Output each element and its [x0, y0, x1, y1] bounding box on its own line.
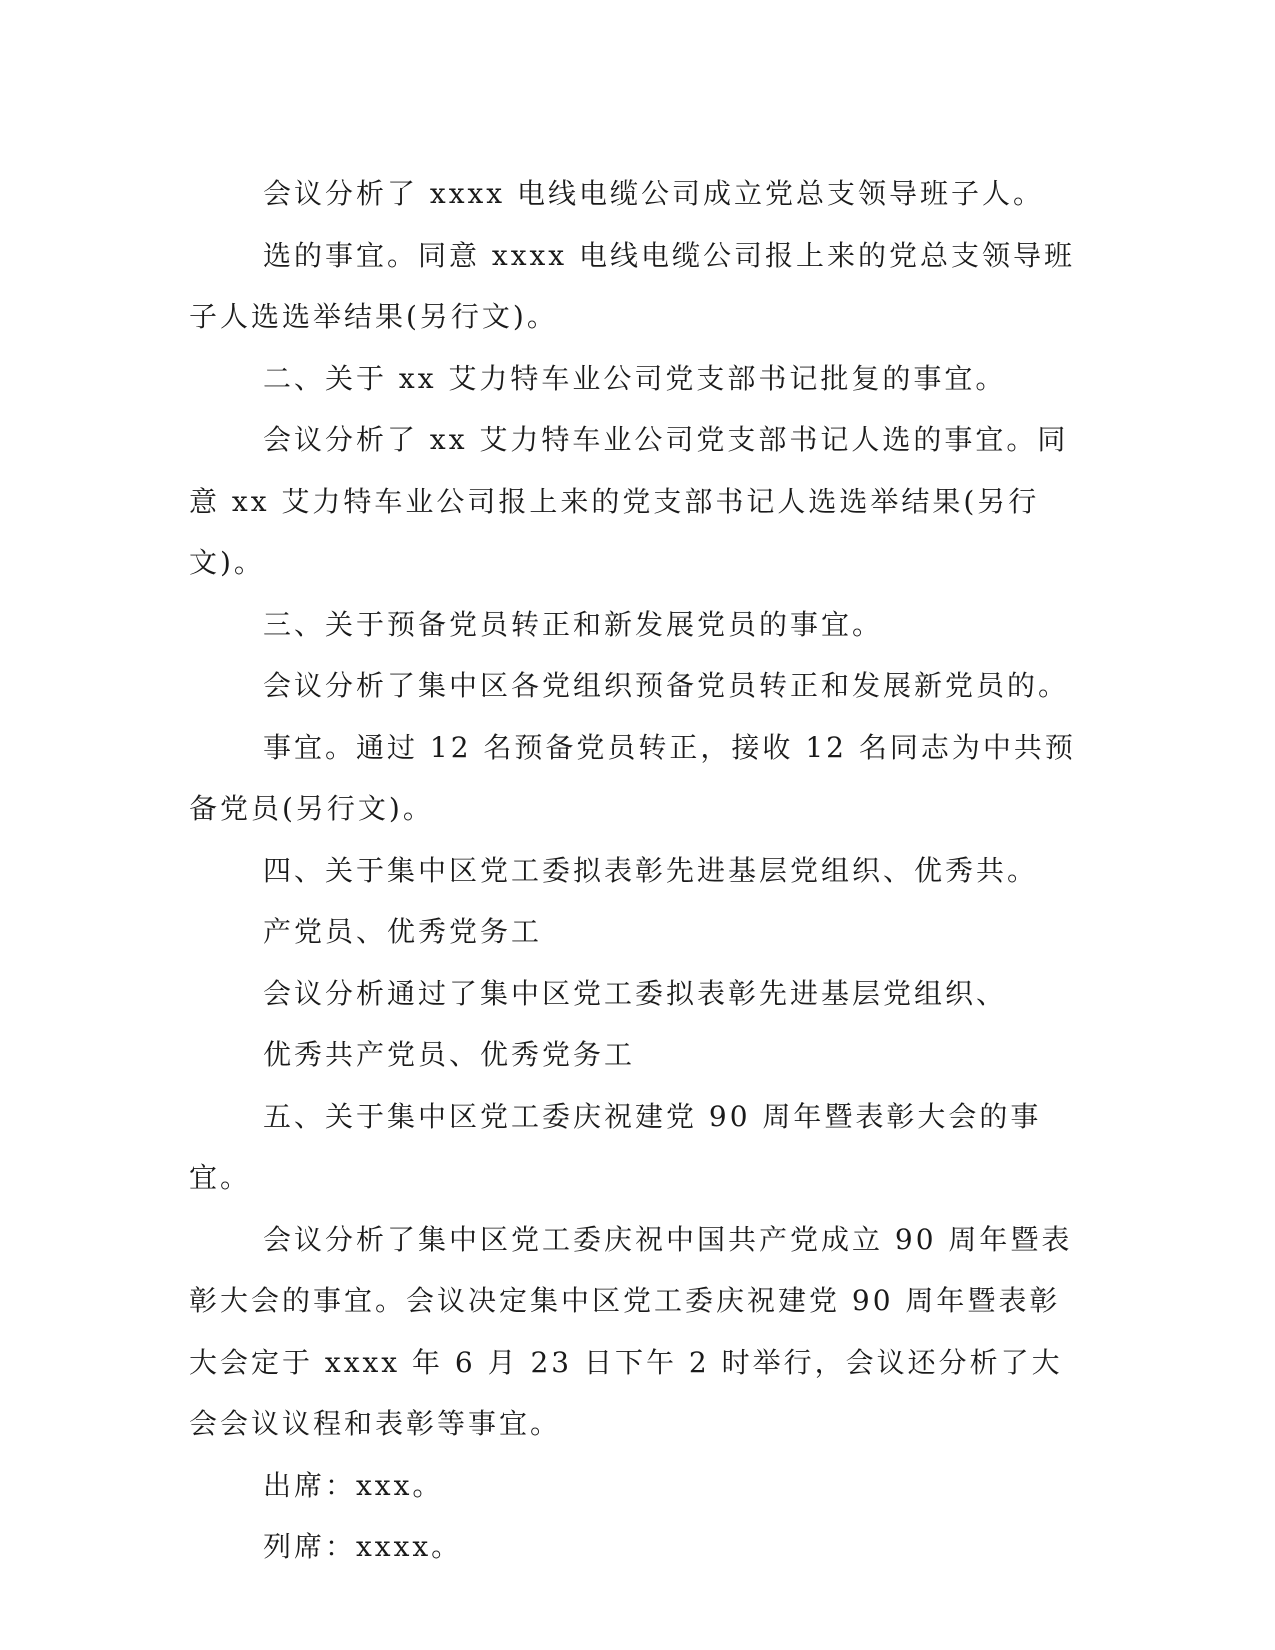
observers-line: 列席：xxxx。 — [263, 1530, 463, 1563]
section-heading-2: 二、关于 xx 艾力特车业公司党支部书记批复的事宜。 — [263, 361, 1007, 395]
paragraph-4: 会议分析了 xx 艾力特车业公司党支部书记人选的事宜。同意 xx 艾力特车业公司报上来的党支部书记人选选举结果(另行文)。 — [189, 423, 1069, 579]
paragraph-1: 会议分析了 xxxx 电线电缆公司成立党总支领导班子人。 — [263, 177, 1044, 210]
paragraph-6: 会议分析了集中区各党组织预备党员转正和发展新党员的。 — [263, 669, 1070, 702]
paragraph-2: 选的事宜。同意 xxxx 电线电缆公司报上来的党总支领导班子人选选举结果(另行文)。 — [189, 238, 1075, 333]
paragraph-10: 会议分析通过了集中区党工委拟表彰先进基层党组织、 — [263, 976, 1008, 1010]
attendees-line: 出席：xxx。 — [263, 1468, 444, 1502]
paragraph-13: 会议分析了集中区党工委庆祝中国共产党成立 90 周年暨表彰大会的事宜。会议决定集中区党工委庆祝建党 90 周年暨表彰大会定于 xxxx 年 6 月 23 日下午 2 时举行，会议还分析了大会会议议程和表彰等事宜。 — [189, 1222, 1073, 1440]
paragraph-9: 产党员、优秀党务工 — [263, 915, 543, 948]
section-heading-5: 五、关于集中区党工委庆祝建党 90 周年暨表彰大会的事宜。 — [189, 1099, 1042, 1194]
document-body — [189, 163, 1079, 1578]
paragraph-7: 事宜。通过 12 名预备党员转正，接收 12 名同志为中共预备党员(另行文)。 — [189, 730, 1076, 825]
section-heading-3: 三、关于预备党员转正和新发展党员的事宜。 — [263, 607, 884, 641]
paragraph-11: 优秀共产党员、优秀党务工 — [263, 1038, 636, 1071]
section-heading-4: 四、关于集中区党工委拟表彰先进基层党组织、优秀共。 — [263, 853, 1039, 887]
